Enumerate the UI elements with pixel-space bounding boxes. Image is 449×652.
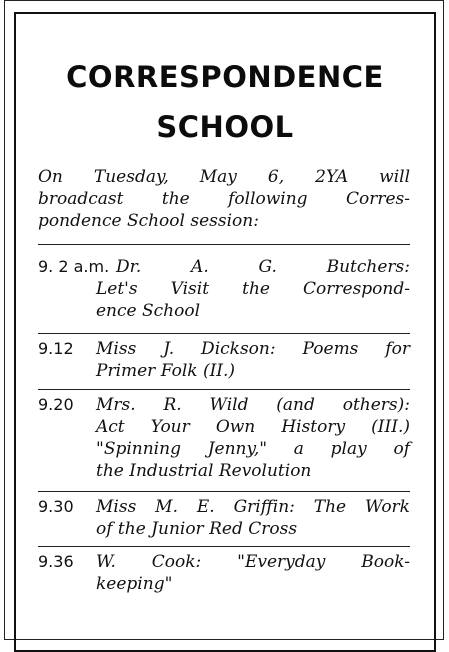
heading-line-1: CORRESPONDENCE (66, 60, 384, 94)
entry-line: ence School (96, 301, 201, 321)
entry-line: "Spinning Jenny," a play of (96, 439, 410, 459)
entry-line: Mrs. R. Wild (and others): (96, 395, 410, 415)
heading-line-2: SCHOOL (156, 110, 294, 144)
divider-rule (38, 333, 410, 334)
entry-time: 9. 2 a.m. (38, 257, 110, 276)
entry-line: Dr. A. G. Butchers: (116, 257, 410, 277)
entry-time: 9.12 (38, 339, 74, 358)
intro-line: pondence School session: (38, 211, 259, 231)
entry-line: of the Junior Red Cross (96, 519, 298, 539)
schedule-entry (38, 551, 410, 595)
entry-description (96, 496, 410, 540)
schedule-entry (38, 394, 410, 482)
entry-description (96, 338, 410, 382)
entry-time: 9.20 (38, 395, 74, 414)
entry-line: keeping" (96, 574, 173, 594)
divider-rule (38, 244, 410, 245)
intro-paragraph (38, 166, 410, 232)
intro-line: On Tuesday, May 6, 2YA will (38, 167, 410, 187)
entry-line: Let's Visit the Correspond- (96, 279, 410, 299)
entry-time: 9.30 (38, 497, 74, 516)
schedule-entry (38, 338, 410, 382)
entry-line: Act Your Own History (III.) (96, 417, 410, 437)
entry-time: 9.36 (38, 552, 74, 571)
entry-line: Miss J. Dickson: Poems for (96, 339, 410, 359)
entry-description (96, 394, 410, 482)
schedule-entry (38, 256, 410, 322)
entry-description (96, 551, 410, 595)
intro-line: broadcast the following Corres- (38, 189, 410, 209)
divider-rule (38, 389, 410, 390)
entry-description (96, 256, 410, 322)
entry-line: the Industrial Revolution (96, 461, 312, 481)
divider-rule (38, 546, 410, 547)
entry-line: W. Cook: "Everyday Book- (96, 552, 410, 572)
entry-line: Miss M. E. Griffin: The Work (96, 497, 410, 517)
schedule-entry (38, 496, 410, 540)
entry-line: Primer Folk (II.) (96, 361, 236, 381)
divider-rule (38, 491, 410, 492)
